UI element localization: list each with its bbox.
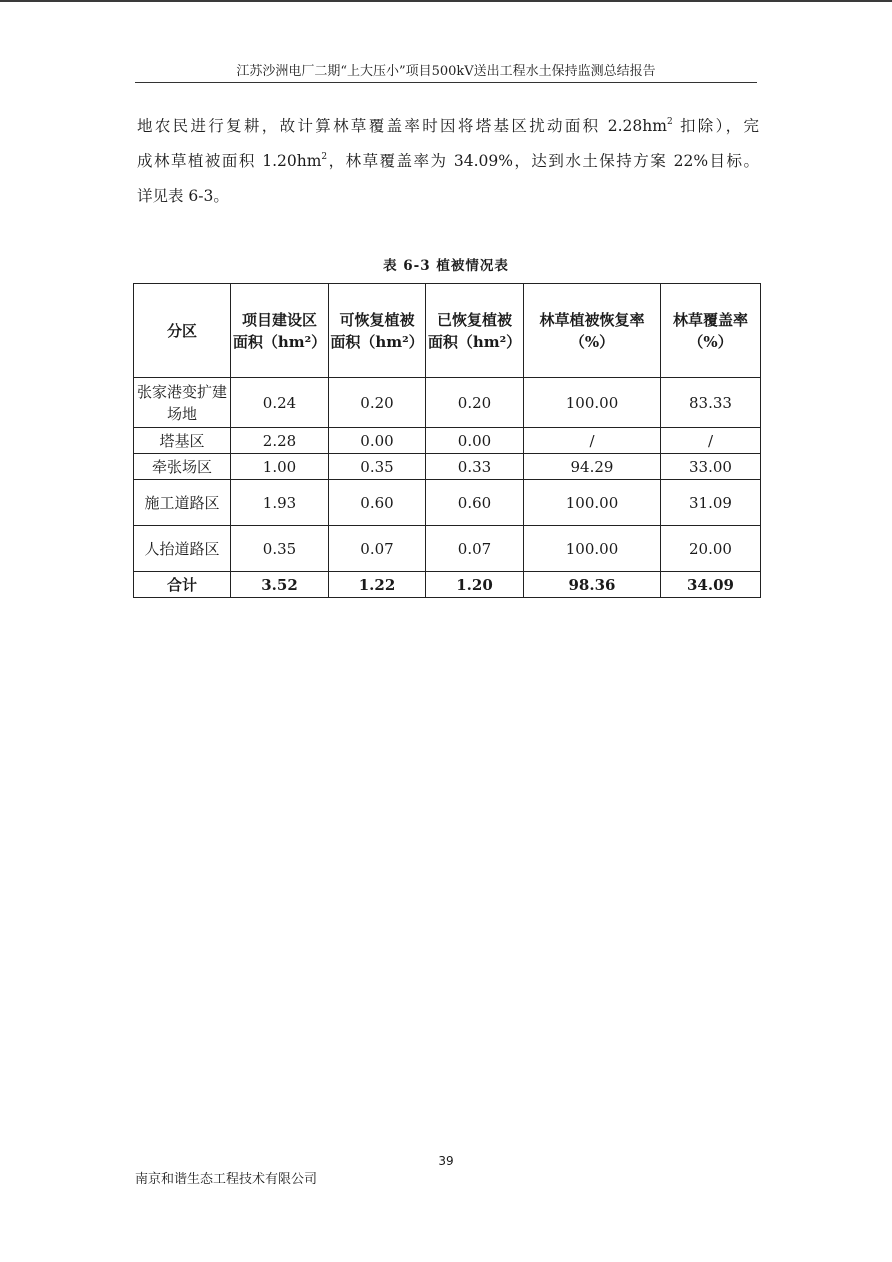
value-cell: 0.35 (329, 454, 426, 480)
value-cell: 0.60 (329, 480, 426, 526)
total-label-cell: 合计 (134, 572, 231, 598)
table-row (134, 526, 761, 572)
text-run: ，林草覆盖率为 34.09%，达到水土保持方案 22%目标。 (327, 152, 759, 170)
value-cell: 0.07 (426, 526, 524, 572)
header-unit: 面积（hm²） (427, 332, 522, 351)
header-rule (135, 82, 757, 83)
value-cell: 1.00 (231, 454, 329, 480)
value-cell: 0.07 (329, 526, 426, 572)
value-cell: 100.00 (524, 480, 661, 526)
zone-cell: 塔基区 (134, 428, 231, 454)
value-cell: / (524, 428, 661, 454)
value-cell: 1.93 (231, 480, 329, 526)
total-value-cell: 34.09 (661, 572, 761, 598)
header-zone (134, 284, 231, 378)
body-paragraph-line-3: 详见表 6-3。 (137, 187, 229, 205)
zone-cell: 人抬道路区 (134, 526, 231, 572)
header-restoration-rate (524, 284, 661, 378)
header-coverage-rate (661, 284, 761, 378)
table-row (134, 454, 761, 480)
value-cell: 33.00 (661, 454, 761, 480)
header-restored-area (426, 284, 524, 378)
value-cell: 83.33 (661, 378, 761, 428)
zone-cell: 施工道路区 (134, 480, 231, 526)
table-caption: 表 6-3 植被情况表 (383, 258, 509, 274)
value-cell: 0.33 (426, 454, 524, 480)
header-unit: （%） (688, 332, 733, 351)
value-cell: 20.00 (661, 526, 761, 572)
zone-cell: 张家港变扩建场地 (134, 378, 231, 428)
value-cell: 94.29 (524, 454, 661, 480)
running-header: 江苏沙洲电厂二期“上大压小”项目500kV送出工程水土保持监测总结报告 (236, 64, 656, 79)
page-top-border (0, 0, 892, 2)
value-cell: 0.35 (231, 526, 329, 572)
table-row (134, 378, 761, 428)
table-total-row (134, 572, 761, 598)
total-value-cell: 3.52 (231, 572, 329, 598)
superscript: 2 (321, 151, 328, 162)
total-value-cell: 1.20 (426, 572, 524, 598)
header-label: 分区 (166, 321, 197, 340)
value-cell: 0.20 (329, 378, 426, 428)
zone-cell: 牵张场区 (134, 454, 231, 480)
header-unit: 面积（hm²） (232, 332, 327, 351)
value-cell: 0.20 (426, 378, 524, 428)
value-cell: 100.00 (524, 526, 661, 572)
header-label: 可恢复植被 (339, 310, 415, 329)
value-cell: 0.00 (426, 428, 524, 454)
body-paragraph-line-1 (137, 115, 759, 137)
superscript: 2 (666, 116, 673, 127)
header-label: 林草植被恢复率 (539, 310, 645, 329)
header-label: 已恢复植被 (436, 310, 512, 329)
total-value-cell: 1.22 (329, 572, 426, 598)
text-run: 地农民进行复耕，故计算林草覆盖率时因将塔基区扰动面积 2.28hm (137, 117, 667, 135)
value-cell: / (661, 428, 761, 454)
header-unit: 面积（hm²） (330, 332, 424, 351)
table-header-row (134, 284, 761, 378)
header-unit: （%） (569, 332, 615, 351)
value-cell: 0.24 (231, 378, 329, 428)
text-run: 扣除），完 (672, 117, 759, 135)
vegetation-table (133, 283, 761, 598)
value-cell: 0.00 (329, 428, 426, 454)
header-project-area (231, 284, 329, 378)
value-cell: 0.60 (426, 480, 524, 526)
footer-company: 南京和谐生态工程技术有限公司 (135, 1172, 318, 1187)
header-label: 项目建设区 (241, 310, 317, 329)
page-number: 39 (438, 1154, 454, 1168)
value-cell: 31.09 (661, 480, 761, 526)
total-value-cell: 98.36 (524, 572, 661, 598)
table-row (134, 480, 761, 526)
header-label: 林草覆盖率 (672, 310, 748, 329)
table-row (134, 428, 761, 454)
body-paragraph-line-2 (137, 150, 759, 172)
text-run: 成林草植被面积 1.20hm (137, 152, 322, 170)
header-recoverable-area (329, 284, 426, 378)
value-cell: 2.28 (231, 428, 329, 454)
value-cell: 100.00 (524, 378, 661, 428)
